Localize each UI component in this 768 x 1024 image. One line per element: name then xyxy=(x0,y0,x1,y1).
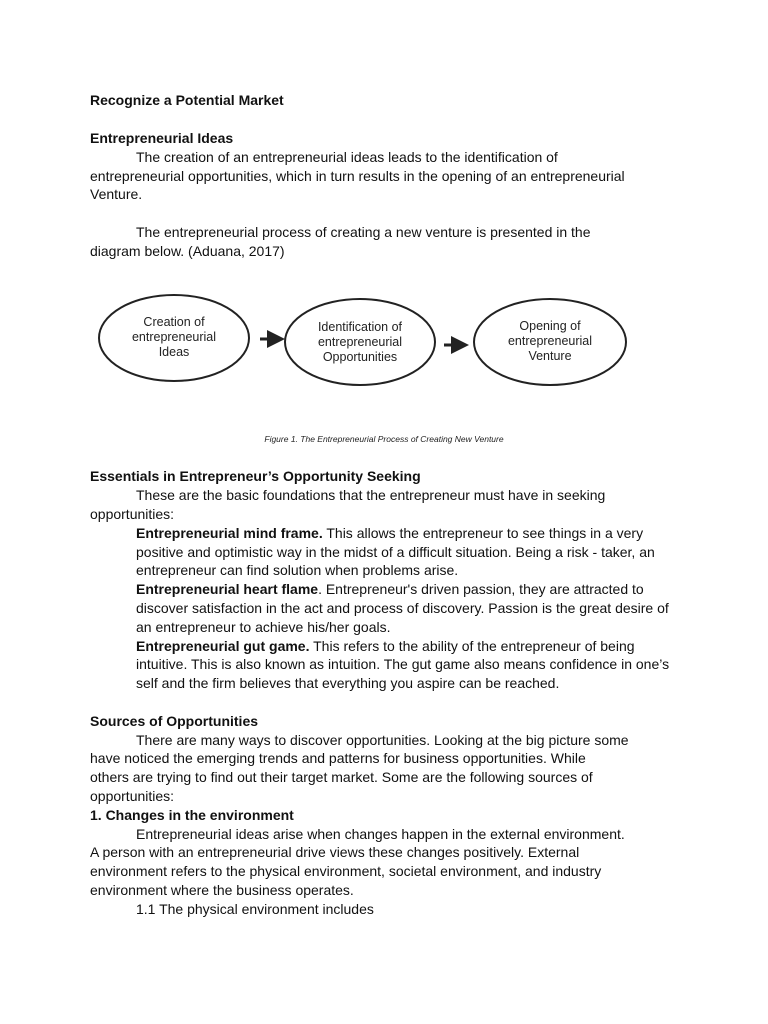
node-text: Creation of xyxy=(143,315,205,329)
figure-caption: Figure 1. The Entrepreneurial Process of Creating New Venture xyxy=(264,434,504,444)
paragraph-line: discover satisfaction in the act and process of discovery. Passion is the great desire of xyxy=(136,600,669,616)
paragraph-line: The entrepreneurial process of creating a new venture is presented in the xyxy=(136,224,591,240)
node-text: Venture xyxy=(528,349,572,363)
item-text: This refers to the ability of the entrepreneur of being xyxy=(309,638,635,654)
node-text: entrepreneurial xyxy=(507,334,593,348)
paragraph-line: These are the basic foundations that the entrepreneur must have in seeking xyxy=(136,487,606,503)
paragraph-line: entrepreneur can find solution when problems arise. xyxy=(136,562,459,578)
document-title: Recognize a Potential Market xyxy=(90,92,284,108)
node-text: Opening of xyxy=(519,319,581,333)
paragraph-line: have noticed the emerging trends and patterns for business opportunities. While xyxy=(90,750,586,766)
term-label: Entrepreneurial gut game. xyxy=(136,638,310,654)
diagram-node-opening xyxy=(474,299,626,385)
list-item-heart-flame xyxy=(136,580,644,599)
term-label: Entrepreneurial mind frame. xyxy=(136,525,323,541)
paragraph-line: Venture. xyxy=(90,186,143,202)
paragraph-line: self and the firm believes that everything you aspire can be reached. xyxy=(136,675,560,691)
paragraph-line: opportunities: xyxy=(90,506,175,522)
paragraph-line: The creation of an entrepreneurial ideas leads to the identification of xyxy=(136,149,558,165)
paragraph-line: environment refers to the physical environment, societal environment, and industry xyxy=(90,863,602,879)
item-text: This allows the entrepreneur to see things in a very xyxy=(322,525,644,541)
node-text: Opportunities xyxy=(322,350,398,364)
diagram-node-identification xyxy=(285,299,435,385)
item-text: . Entrepreneur's driven passion, they are attracted to xyxy=(318,581,644,597)
process-diagram xyxy=(90,282,640,400)
paragraph-line: There are many ways to discover opportunities. Looking at the big picture some xyxy=(136,732,629,748)
subsection-heading-changes: 1. Changes in the environment xyxy=(90,807,294,823)
section-heading-essentials: Essentials in Entrepreneur’s Opportunity Seeking xyxy=(90,468,421,484)
paragraph-line: opportunities: xyxy=(90,788,175,804)
paragraph-line: positive and optimistic way in the midst of a difficult situation. Being a risk - taker, an xyxy=(136,544,655,560)
diagram-node-creation xyxy=(99,295,249,381)
section-heading-entrepreneurial-ideas: Entrepreneurial Ideas xyxy=(90,130,234,146)
list-item-mind-frame xyxy=(136,524,643,543)
node-text: entrepreneurial xyxy=(131,330,217,344)
paragraph-line: entrepreneurial opportunities, which in turn results in the opening of an entrepreneurial xyxy=(90,168,625,184)
node-text: Identification of xyxy=(317,320,403,334)
paragraph-line: environment where the business operates. xyxy=(90,882,354,898)
paragraph-line: diagram below. (Aduana, 2017) xyxy=(90,243,285,259)
paragraph-line: others are trying to find out their target market. Some are the following sources of xyxy=(90,769,593,785)
paragraph-line: intuitive. This is also known as intuition. The gut game also means confidence in one’s xyxy=(136,656,670,672)
node-text: Ideas xyxy=(158,345,190,359)
paragraph-line: A person with an entrepreneurial drive views these changes positively. External xyxy=(90,844,580,860)
section-heading-sources: Sources of Opportunities xyxy=(90,713,259,729)
paragraph-line: Entrepreneurial ideas arise when changes happen in the external environment. xyxy=(136,826,625,842)
sub-item-physical-environment: 1.1 The physical environment includes xyxy=(136,901,374,917)
term-label: Entrepreneurial heart flame xyxy=(136,581,319,597)
paragraph-line: an entrepreneur to achieve his/her goals. xyxy=(136,619,391,635)
node-text: entrepreneurial xyxy=(317,335,403,349)
list-item-gut-game xyxy=(136,637,635,656)
